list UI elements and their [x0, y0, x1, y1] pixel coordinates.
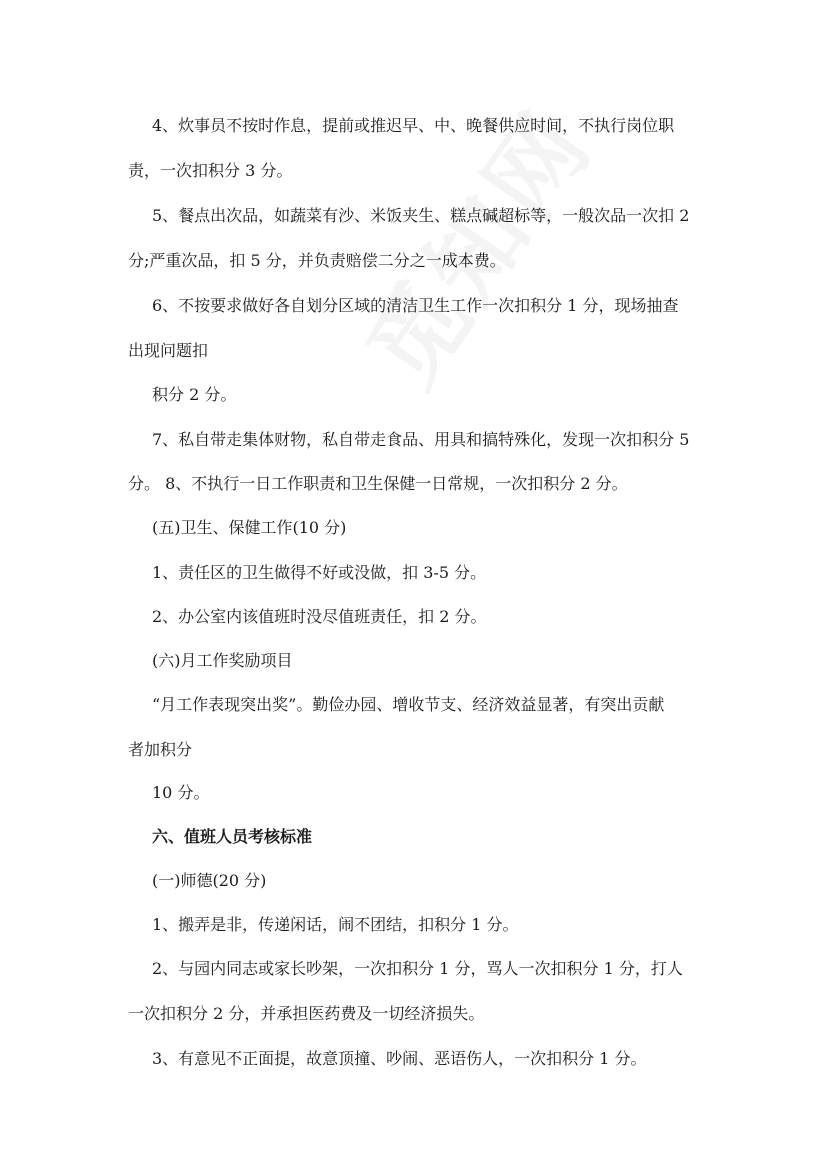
- paragraph-property-line2: 分。 8、不执行一日工作职责和卫生保健一日常规，一次扣积分 2 分。: [128, 474, 628, 493]
- paragraph-gossip: 1、搬弄是非，传递闲话，闹不团结，扣积分 1 分。: [152, 915, 519, 934]
- section-heading-duty-staff: 六、值班人员考核标准: [152, 827, 313, 846]
- paragraph-office-duty: 2、办公室内该值班时没尽值班责任，扣 2 分。: [152, 607, 487, 626]
- paragraph-award-line1: “月工作表现突出奖”。勤俭办园、增收节支、经济效益显著，有突出贡献: [152, 695, 665, 714]
- paragraph-award-line2: 者加积分: [128, 740, 193, 759]
- paragraph-quarrel-line2: 一次扣积分 2 分，并承担医药费及一切经济损失。: [128, 1004, 485, 1023]
- paragraph-cleaning-line3: 积分 2 分。: [152, 385, 237, 404]
- paragraph-cleaning-line2: 出现问题扣: [128, 341, 209, 360]
- section-heading-ethics: (一)师德(20 分): [152, 871, 267, 890]
- section-heading-monthly-award: (六)月工作奖励项目: [152, 651, 293, 670]
- section-heading-hygiene: (五)卫生、保健工作(10 分): [152, 518, 347, 537]
- paragraph-property-line1: 7、私自带走集体财物，私自带走食品、用具和搞特殊化，发现一次扣积分 5: [152, 430, 690, 449]
- paragraph-quarrel-line1: 2、与园内同志或家长吵架，一次扣积分 1 分，骂人一次扣积分 1 分，打人: [152, 959, 683, 978]
- paragraph-award-line3: 10 分。: [152, 783, 210, 802]
- paragraph-cook-schedule-line2: 责，一次扣积分 3 分。: [128, 161, 293, 180]
- paragraph-meal-defects-line1: 5、餐点出次品，如蔬菜有沙、米饭夹生、糕点碱超标等，一般次品一次扣 2: [152, 206, 690, 225]
- paragraph-responsibility-area: 1、责任区的卫生做得不好或没做，扣 3-5 分。: [152, 563, 487, 582]
- paragraph-meal-defects-line2: 分;严重次品，扣 5 分，并负责赔偿二分之一成本费。: [128, 251, 506, 270]
- paragraph-cleaning-line1: 6、不按要求做好各自划分区域的清洁卫生工作一次扣积分 1 分，现场抽查: [152, 296, 679, 315]
- paragraph-opinions: 3、有意见不正面提，故意顶撞、吵闹、恶语伤人，一次扣积分 1 分。: [152, 1049, 647, 1068]
- paragraph-cook-schedule-line1: 4、炊事员不按时作息，提前或推迟早、中、晚餐供应时间，不执行岗位职: [152, 116, 675, 135]
